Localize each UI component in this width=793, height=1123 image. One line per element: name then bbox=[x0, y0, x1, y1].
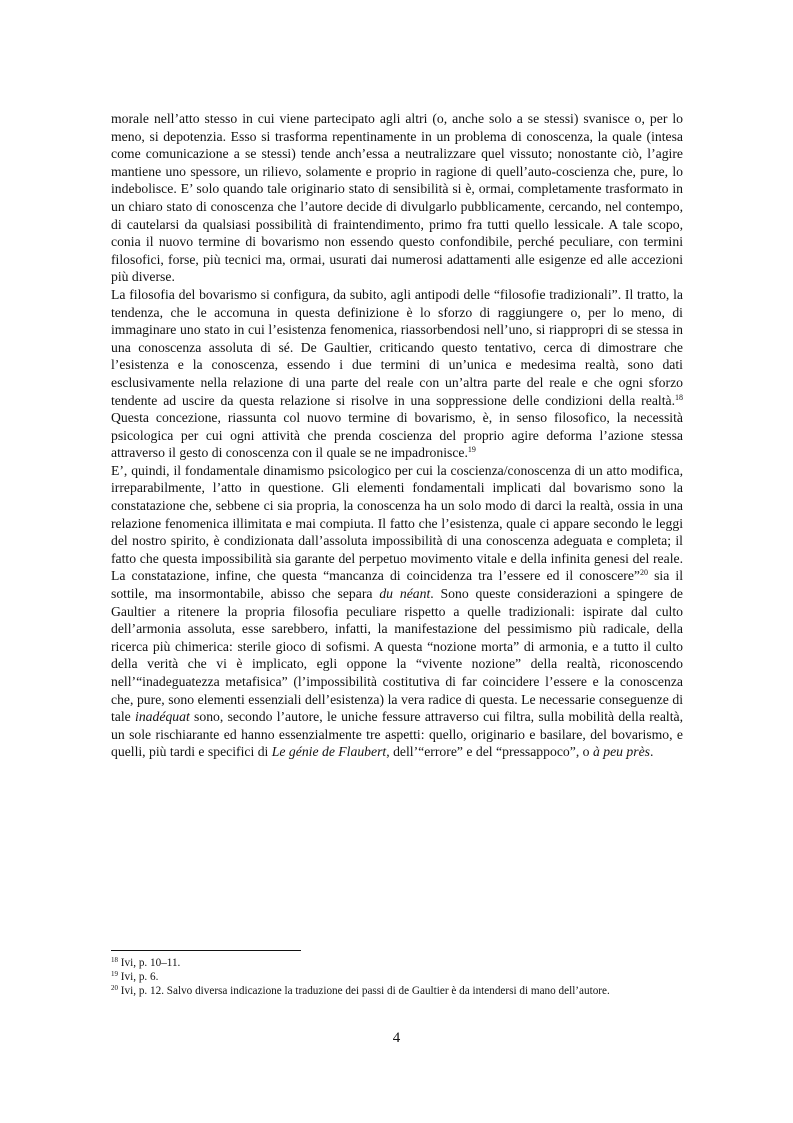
footnote-number: 20 bbox=[111, 983, 118, 992]
italic-text: à peu près bbox=[592, 744, 650, 760]
page-number: 4 bbox=[392, 1030, 401, 1046]
italic-text: inadéquat bbox=[135, 709, 190, 725]
text-run: Questa concezione, riassunta col nuovo termine di bovarismo, è, in senso filosofico, la necessità psicologica per cui ogni attività che prenda coscienza del proprio agire deforma l’azione stessa attraverso il gesto di conoscenza con il quale se ne impadronisce. bbox=[111, 410, 683, 461]
footnote-ref: 18 bbox=[675, 392, 683, 402]
footnotes bbox=[111, 957, 711, 998]
text-run: sono, secondo l’autore, le uniche fessure attraverso cui filtra, sulla mobilità della realtà, un sole rischiarante ed hanno essenzialmente tre aspetti: quello, originario e basilare, del bovarismo, e quelli, più tardi e specifici di bbox=[111, 709, 684, 760]
text-run: . bbox=[649, 744, 654, 760]
footnote bbox=[111, 985, 711, 999]
text-run: morale nell’atto stesso in cui viene partecipato agli altri (o, anche solo a se stessi) svanisce o, per lo meno, si depotenzia. Esso si trasforma repentinamente in un problema di conoscenza, la quale (intesa come comunicazione a se stessi) tende anch’essa a neutralizzare quel vissuto; nonostante ciò, l’agire mantiene uno spessore, un rilievo, solamente e proprio in ragione di quell’auto-coscienza che, pure, lo indebolisce. E’ solo quando tale originario stato di sensibilità si è, ormai, completamente trasformato in un chiaro stato di conoscenza che l’autore decide di divulgarlo pubblicamente, cercando, nel contempo, di cautelarsi da qualsiasi possibilità di fraintendimento, primo fra tutti quello lessicale. A tale scopo, conia il nuovo termine di bovarismo non essendo questo confondibile, perché peculiare, con termini filosofici, forse, più tecnici ma, ormai, usurati dai numerosi adattamenti alle esigenze ed alle accezioni più diverse. bbox=[111, 111, 683, 285]
footnote-text: Ivi, p. 10–11. bbox=[118, 957, 181, 969]
footnote-number: 18 bbox=[111, 956, 118, 964]
footnote-ref: 19 bbox=[467, 445, 476, 455]
text-run: . Sono queste considerazioni a spingere de Gaultier a ritenere la propria filosofia peculiare rispetto a quelle tradizionali: ispirate dal culto dell’armonia assoluta, esse sarebbero, infatti, la manifestazione del pessimismo più radicale, della ricerca più chimerica: sterile gioco di sofismi. A questa “nozione morta” di armonia, e a tutto il culto della verità che vi è implicato, egli oppone la “vivente nozione” della realtà, riconoscendo nell’“inadeguatezza metafisica” (l’impossibilità costitutiva di far coincidere l’essere e la conoscenza che, pure, sono elementi essenziali dell’esistenza) la vera radice di questa. Le necessarie conseguenze di tale bbox=[111, 586, 683, 725]
italic-text: du néant bbox=[379, 586, 431, 602]
footnote bbox=[111, 957, 711, 971]
paragraph bbox=[111, 286, 683, 462]
footnote-text: Ivi, p. 12. Salvo diversa indicazione la traduzione dei passi di de Gaultier è da intendersi di mano dell’autore. bbox=[118, 984, 610, 997]
footnote-separator bbox=[111, 950, 301, 951]
footnote-text: Ivi, p. 6. bbox=[118, 970, 159, 983]
body-text bbox=[111, 110, 683, 761]
footnote bbox=[111, 971, 711, 985]
paragraph bbox=[111, 110, 683, 286]
italic-text: Le génie de Flaubert bbox=[271, 744, 387, 760]
text-run: La filosofia del bovarismo si configura, da subito, agli antipodi delle “filosofie tradizionali”. Il tratto, la tendenza, che le accomuna in questa definizione è lo sforzo di raggiungere o, per lo meno, di immaginare uno stato in cui l’esistenza fenomenica, riassorbendosi nell’uno, si riappropri di se stessa in una conoscenza assoluta di sé. De Gaultier, criticando questo tentativo, cerca di dimostrare che l’esistenza e la conoscenza, essendo i due termini di un’unica e medesima realtà, sono dati esclusivamente nella relazione di una parte del reale con un’altra parte del reale e che ogni sforzo tendente ad uscire da questa relazione si risolve in una soppressione delle condizioni della realtà. bbox=[111, 286, 683, 408]
footnote-number: 19 bbox=[111, 969, 118, 978]
paragraph bbox=[111, 462, 683, 761]
text-run: sia il sottile, ma insormontabile, abisso che separa bbox=[111, 568, 683, 602]
text-run: , dell’“errore” e del “pressappoco”, o bbox=[386, 744, 593, 760]
text-run: E’, quindi, il fondamentale dinamismo psicologico per cui la coscienza/conoscenza di un atto modifica, irreparabilmente, l’atto in questione. Gli elementi fondamentali implicati dal bovarismo sono la constatazione che, sebbene ci sia propria, la conoscenza ha un solo modo di darci la realtà, ossia in una relazione fenomenica illimitata e mai compiuta. Il fatto che l’esistenza, quale ci appare secondo le leggi del nostro spirito, è condizionata dall’assoluta impossibilità di una conoscenza adeguata e completa; il fatto che questa impossibilità sia garante del perpetuo movimento vitale e della infinita genesi del reale. La constatazione, infine, che questa “mancanza di coincidenza tra l’essere ed il conoscere” bbox=[111, 462, 683, 584]
footnote-ref: 20 bbox=[640, 568, 649, 578]
